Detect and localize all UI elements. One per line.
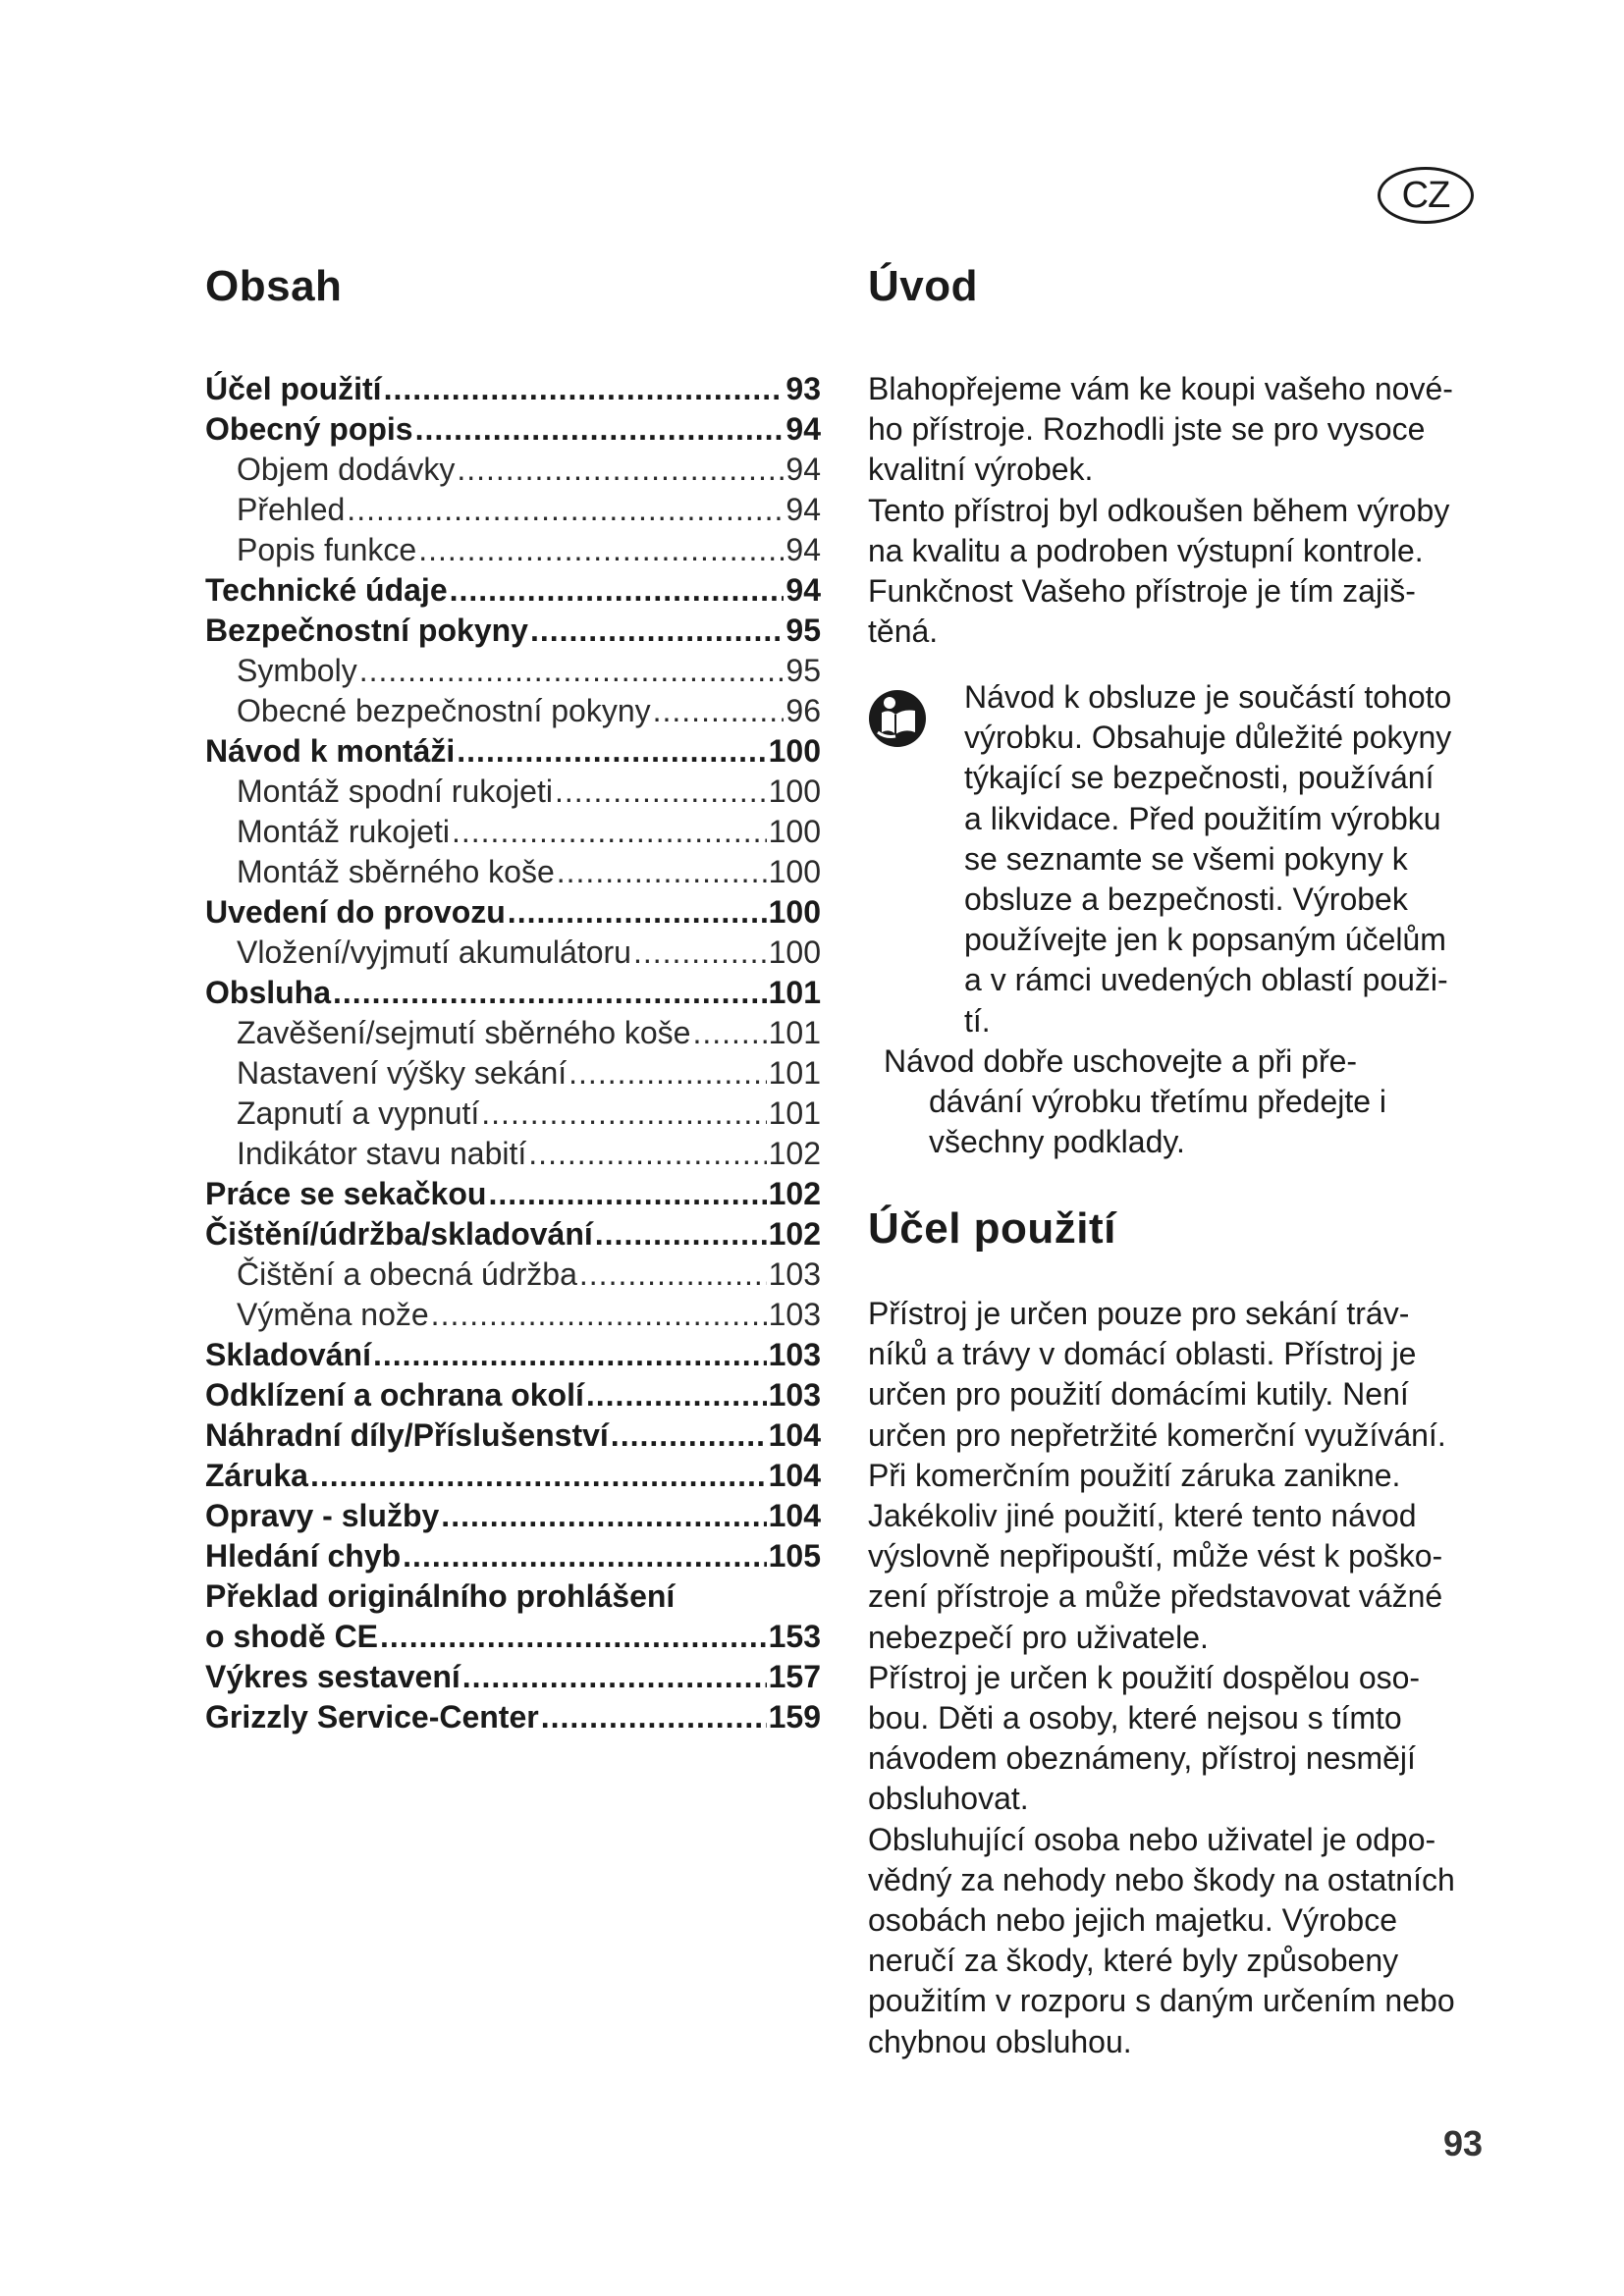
intro-line: těná. — [868, 614, 939, 650]
toc-entry-page: 100 — [768, 774, 821, 809]
toc-entry[interactable] — [205, 772, 821, 812]
toc-entry-page: 103 — [768, 1297, 821, 1332]
toc-entry-title: Vložení/vyjmutí akumulátoru — [237, 934, 631, 970]
toc-entry-title: Výkres sestavení — [205, 1659, 460, 1694]
toc-entry[interactable] — [205, 490, 821, 530]
toc-entry-page: 103 — [768, 1256, 821, 1292]
toc-entry-title: Náhradní díly/Příslušenství — [205, 1417, 609, 1453]
toc-entry-title: Technické údaje — [205, 572, 448, 608]
toc-entry-page: 102 — [768, 1136, 821, 1171]
toc-leader-dots — [347, 490, 784, 530]
toc-leader-dots — [380, 1617, 767, 1657]
purpose-text — [868, 1294, 1487, 2062]
toc-entry-title: Hledání chyb — [205, 1538, 402, 1574]
toc-entry[interactable] — [205, 852, 821, 892]
purpose-line: určen pro použití domácími kutily. Není — [868, 1376, 1409, 1413]
manual-notice-line: a v rámci uvedených oblastí použi- — [964, 962, 1448, 998]
toc-entry-title: Uvedení do provozu — [205, 894, 506, 930]
toc-entry[interactable] — [205, 530, 821, 570]
manual-notice-line: obsluze a bezpečnosti. Výrobek — [964, 881, 1408, 918]
toc-entry[interactable] — [205, 369, 821, 409]
toc-entry-title: Čištění/údržba/skladování — [205, 1216, 593, 1252]
toc-entry-title: Nastavení výšky sekání — [237, 1055, 568, 1091]
intro-line: Blahopřejeme vám ke koupi vašeho nové- — [868, 371, 1453, 406]
toc-entry-title: Účel použití — [205, 371, 382, 406]
purpose-line: neručí za škody, které byly způsobeny — [868, 1943, 1399, 1979]
keep-manual-line: všechny podklady. — [929, 1124, 1185, 1160]
purpose-line: osobách nebo jejich majetku. Výrobce — [868, 1902, 1397, 1939]
manual-notice-line: se seznamte se všemi pokyny k — [964, 840, 1408, 877]
intro-line: na kvalitu a podroben výstupní kontrole. — [868, 532, 1424, 568]
toc-list — [205, 369, 821, 1737]
toc-leader-dots — [488, 1174, 766, 1214]
toc-entry[interactable] — [205, 1134, 821, 1174]
toc-entry[interactable] — [205, 1053, 821, 1094]
toc-leader-dots — [528, 1134, 766, 1174]
purpose-line: Obsluhující osoba nebo uživatel je odpo- — [868, 1821, 1436, 1857]
toc-entry-page: 104 — [768, 1417, 821, 1453]
toc-entry[interactable] — [205, 691, 821, 731]
toc-entry-page: 94 — [785, 411, 821, 447]
intro-line: ho přístroje. Rozhodli jste se pro vysoce — [868, 411, 1426, 448]
toc-entry-title: Bezpečnostní pokyny — [205, 613, 528, 648]
toc-entry-page: 102 — [768, 1216, 821, 1252]
toc-entry[interactable] — [205, 933, 821, 973]
purpose-line: zení přístroje a může představovat vážné — [868, 1578, 1443, 1615]
intro-text — [868, 369, 1487, 652]
toc-entry-page: 104 — [768, 1458, 821, 1493]
purpose-line: níků a trávy v domácí oblasti. Přístroj je — [868, 1336, 1417, 1372]
toc-entry-page: 94 — [785, 452, 821, 487]
purpose-line: Přístroj je určen pouze pro sekání tráv- — [868, 1296, 1410, 1331]
page-number: 93 — [1442, 2123, 1483, 2163]
toc-leader-dots — [373, 1335, 767, 1375]
intro-heading: Úvod — [868, 262, 978, 310]
toc-leader-dots — [462, 1657, 767, 1697]
toc-entry-page: 96 — [785, 693, 821, 728]
toc-entry-title: Zapnutí a vypnutí — [237, 1095, 480, 1131]
toc-entry[interactable] — [205, 892, 821, 933]
toc-entry-page: 157 — [768, 1659, 821, 1694]
manual-notice-line: a likvidace. Před použitím výrobku — [964, 800, 1441, 836]
toc-entry[interactable] — [205, 1536, 821, 1576]
toc-entry-page: 95 — [785, 613, 821, 648]
purpose-line: Přístroj je určen k použití dospělou oso- — [868, 1659, 1421, 1695]
toc-leader-dots — [450, 570, 785, 611]
purpose-line: výslovně nepřipouští, může vést k poško- — [868, 1538, 1443, 1575]
toc-entry-title: Záruka — [205, 1458, 308, 1493]
toc-leader-dots — [692, 1013, 766, 1053]
toc-entry[interactable] — [205, 570, 821, 611]
purpose-line: nebezpečí pro uživatele. — [868, 1619, 1209, 1655]
purpose-heading: Účel použití — [868, 1204, 1116, 1253]
toc-leader-dots — [579, 1255, 767, 1295]
purpose-line: Při komerčním použití záruka zanikne. — [868, 1457, 1401, 1493]
toc-entry-page: 101 — [768, 975, 821, 1010]
toc-entry-title: Indikátor stavu nabití — [237, 1136, 527, 1171]
toc-entry-page: 93 — [785, 371, 821, 406]
toc-entry-title: Výměna nože — [237, 1297, 429, 1332]
toc-entry-title: o shodě CE — [205, 1619, 379, 1654]
toc-entry[interactable] — [205, 1094, 821, 1134]
toc-entry-title: Práce se sekačkou — [205, 1176, 487, 1211]
manual-notice-line: používejte jen k popsaným účelům — [964, 922, 1446, 958]
toc-leader-dots — [611, 1415, 767, 1456]
toc-entry-title: Obecný popis — [205, 411, 413, 447]
toc-entry-title: Obsluha — [205, 975, 332, 1010]
purpose-line: Jakékoliv jiné použití, které tento návod — [868, 1498, 1417, 1534]
toc-entry-page: 105 — [768, 1538, 821, 1574]
toc-entry[interactable] — [205, 651, 821, 691]
toc-entry[interactable] — [205, 1214, 821, 1255]
manual-notice-line: výrobku. Obsahuje důležité pokyny — [964, 720, 1452, 756]
toc-entry-page: 104 — [768, 1498, 821, 1533]
toc-entry-title: Skladování — [205, 1337, 371, 1372]
toc-entry[interactable] — [205, 812, 821, 852]
toc-entry-page: 103 — [768, 1337, 821, 1372]
toc-entry-page: 100 — [768, 934, 821, 970]
toc-leader-dots — [633, 933, 767, 973]
toc-leader-dots — [415, 409, 785, 450]
intro-line: Tento přístroj byl odkoušen během výroby — [868, 492, 1450, 528]
toc-leader-dots — [359, 651, 785, 691]
toc-entry-page: 159 — [768, 1699, 821, 1735]
toc-leader-dots — [384, 369, 785, 409]
country-badge: CZ — [1378, 167, 1474, 224]
toc-entry[interactable] — [205, 1013, 821, 1053]
toc-entry-title: Zavěšení/sejmutí sběrného koše — [237, 1015, 691, 1050]
read-manual-icon — [868, 689, 927, 748]
intro-line: kvalitní výrobek. — [868, 452, 1094, 488]
toc-entry[interactable] — [205, 1496, 821, 1536]
toc-entry-title: Objem dodávky — [237, 452, 456, 487]
toc-entry-page: 94 — [785, 532, 821, 567]
toc-entry-page: 100 — [768, 814, 821, 849]
toc-entry-title: Čištění a obecná údržba — [237, 1256, 577, 1292]
toc-leader-dots — [541, 1697, 767, 1737]
toc-entry[interactable] — [205, 1456, 821, 1496]
toc-leader-dots — [595, 1214, 767, 1255]
toc-leader-dots — [403, 1536, 766, 1576]
toc-entry-page: 94 — [785, 572, 821, 608]
toc-entry[interactable] — [205, 409, 821, 450]
toc-leader-dots — [586, 1375, 767, 1415]
toc-entry-page: 100 — [768, 894, 821, 930]
manual-notice-line: týkající se bezpečnosti, používání — [964, 760, 1435, 796]
toc-entry[interactable] — [205, 1617, 821, 1657]
keep-manual-line: Návod dobře uschovejte a při pře- — [884, 1043, 1358, 1079]
toc-leader-dots — [431, 1295, 767, 1335]
toc-leader-dots — [568, 1053, 766, 1094]
toc-entry[interactable] — [205, 1375, 821, 1415]
toc-entry-title: Opravy - služby — [205, 1498, 440, 1533]
toc-entry-title: Grizzly Service-Center — [205, 1699, 539, 1735]
keep-manual-text — [884, 1041, 1473, 1163]
purpose-line: vědný za nehody nebo škody na ostatních — [868, 1861, 1455, 1897]
toc-leader-dots — [555, 772, 767, 812]
toc-entry-title: Montáž rukojeti — [237, 814, 450, 849]
toc-leader-dots — [457, 450, 784, 490]
manual-notice-line: Návod k obsluze je součástí tohoto — [964, 679, 1452, 715]
toc-leader-dots — [333, 973, 767, 1013]
toc-entry-page: 95 — [785, 653, 821, 688]
toc-entry-page: 153 — [768, 1619, 821, 1654]
toc-heading: Obsah — [205, 262, 343, 310]
toc-entry-title: Překlad originálního prohlášení — [205, 1578, 676, 1614]
toc-entry-title: Obecné bezpečnostní pokyny — [237, 693, 651, 728]
toc-entry-title: Odklízení a ochrana okolí — [205, 1377, 584, 1413]
manual-notice-text — [964, 677, 1475, 1041]
toc-entry[interactable] — [205, 1576, 821, 1617]
toc-entry-page: 100 — [768, 854, 821, 889]
purpose-line: bou. Děti a osoby, které nejsou s tímto — [868, 1700, 1402, 1736]
toc-entry[interactable] — [205, 450, 821, 490]
toc-entry-title: Montáž spodní rukojeti — [237, 774, 553, 809]
toc-entry-title: Montáž sběrného koše — [237, 854, 555, 889]
toc-leader-dots — [557, 852, 767, 892]
table-of-contents — [205, 262, 821, 1735]
toc-entry[interactable] — [205, 1697, 821, 1737]
toc-entry[interactable] — [205, 1295, 821, 1335]
purpose-line: určen pro nepřetržité komerční využívání. — [868, 1416, 1446, 1453]
purpose-line: obsluhovat. — [868, 1781, 1029, 1817]
toc-leader-dots — [457, 731, 766, 772]
toc-leader-dots — [508, 892, 767, 933]
toc-entry[interactable] — [205, 1255, 821, 1295]
toc-leader-dots — [530, 611, 784, 651]
purpose-line: návodem obeznámeny, přístroj nesmějí — [868, 1740, 1416, 1777]
manual-notice-line: tí. — [964, 1002, 991, 1039]
toc-entry-page: 103 — [768, 1377, 821, 1413]
toc-leader-dots — [441, 1496, 766, 1536]
toc-entry-title: Popis funkce — [237, 532, 417, 567]
toc-entry[interactable] — [205, 1415, 821, 1456]
toc-entry-page: 101 — [768, 1015, 821, 1050]
toc-entry-title: Symboly — [237, 653, 357, 688]
toc-entry-page: 100 — [768, 733, 821, 769]
content-column — [868, 262, 1487, 2059]
keep-manual-line: dávání výrobku třetímu předejte i — [929, 1084, 1387, 1120]
toc-entry[interactable] — [205, 1174, 821, 1214]
toc-entry-page: 102 — [768, 1176, 821, 1211]
toc-entry[interactable] — [205, 731, 821, 772]
toc-leader-dots — [653, 691, 785, 731]
toc-entry[interactable] — [205, 1657, 821, 1697]
purpose-line: chybnou obsluhou. — [868, 2023, 1132, 2059]
toc-entry[interactable] — [205, 1335, 821, 1375]
toc-entry-title: Návod k montáži — [205, 733, 456, 769]
toc-leader-dots — [481, 1094, 766, 1134]
toc-entry-page: 101 — [768, 1095, 821, 1131]
toc-leader-dots — [310, 1456, 767, 1496]
toc-leader-dots — [418, 530, 784, 570]
toc-entry[interactable] — [205, 611, 821, 651]
toc-entry-page: 94 — [785, 492, 821, 527]
toc-leader-dots — [452, 812, 767, 852]
toc-entry-page: 101 — [768, 1055, 821, 1091]
purpose-line: použitím v rozporu s daným určením nebo — [868, 1983, 1455, 2019]
toc-entry-title: Přehled — [237, 492, 346, 527]
toc-entry[interactable] — [205, 973, 821, 1013]
intro-line: Funkčnost Vašeho přístroje je tím zajiš- — [868, 573, 1416, 610]
